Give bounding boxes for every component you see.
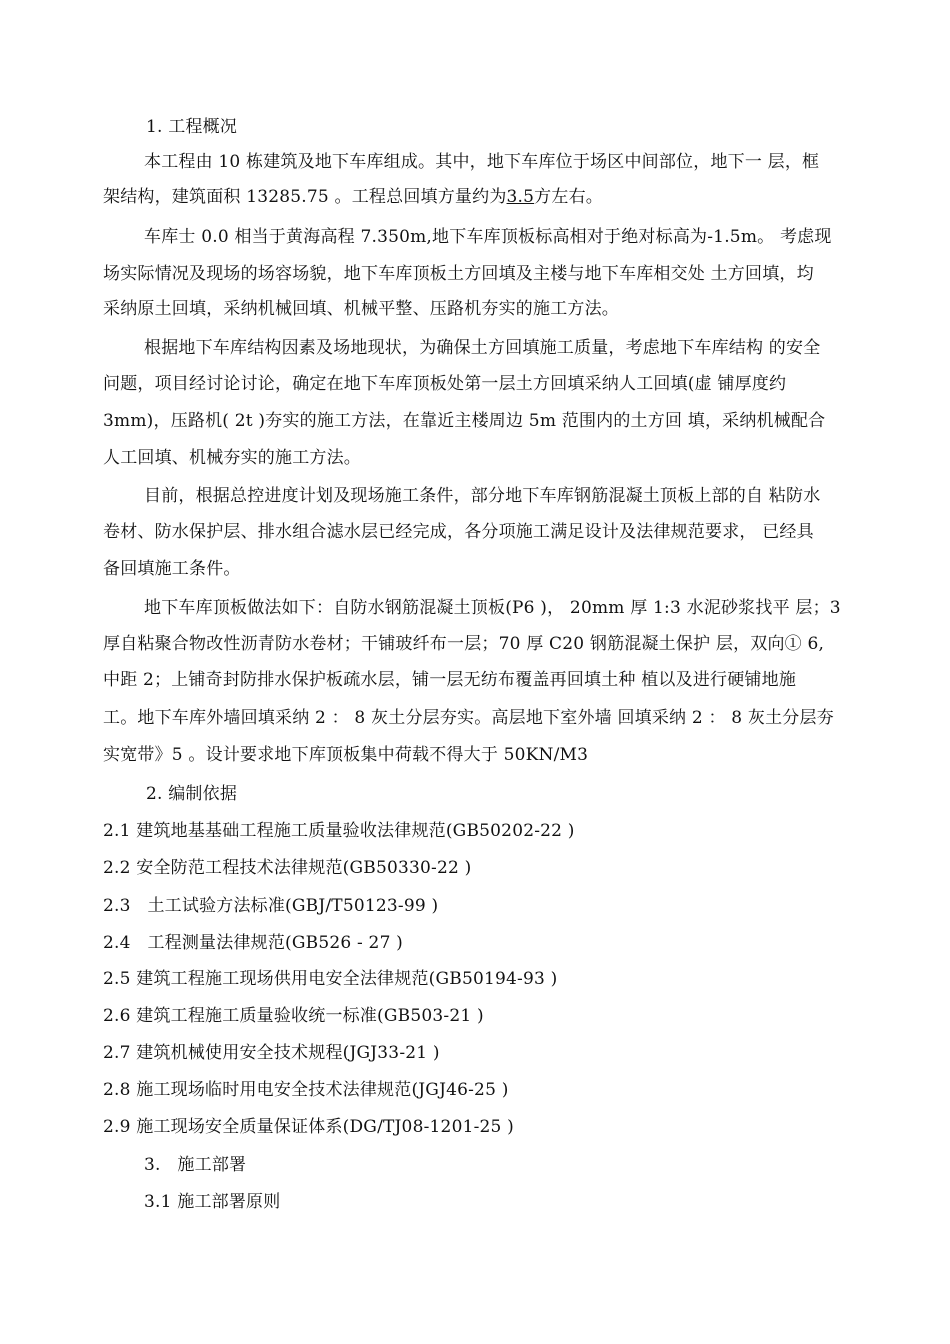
paragraph-2-line-2: 场实际情况及现场的场容场貌，地下车库顶板土方回填及主楼与地下车库相交处 土方回填，均 xyxy=(103,264,814,284)
reference-item: 2.9 施工现场安全质量保证体系(DG/TJ08-1201-25 ) xyxy=(103,1117,515,1137)
paragraph-3-line-1: 根据地下车库结构因素及场地现状，为确保土方回填施工质量，考虑地下车库结构 的安全 xyxy=(144,338,821,358)
section-1-heading: 1. 工程概况 xyxy=(146,117,238,137)
paragraph-2-line-1: 车库士 0.0 相当于黄海高程 7.350m,地下车库顶板标高相对于绝对标高为-1.5m。 考虑现 xyxy=(144,227,832,247)
paragraph-4-line-2: 卷材、防水保护层、排水组合滤水层已经完成，各分项施工满足设计及法律规范要求， 已经具 xyxy=(103,522,814,542)
paragraph-4-line-3: 备回填施工条件。 xyxy=(103,559,241,579)
paragraph-1-line-2a: 架结构，建筑面积 13285.75 。工程总回填方量约为 xyxy=(103,187,507,207)
reference-item: 2.6 建筑工程施工质量验收统一标准(GB503-21 ) xyxy=(103,1006,484,1026)
paragraph-5-line-3: 中距 2；上铺奇封防排水保护板疏水层，铺一层无纺布覆盖再回填土种 植以及进行硬铺地施 xyxy=(103,670,797,690)
paragraph-5-line-1: 地下车库顶板做法如下：自防水钢筋混凝土顶板(P6 )， 20mm 厚 1:3 水泥砂浆找平 层；3 xyxy=(144,598,841,618)
paragraph-1-line-2b: 方左右。 xyxy=(534,187,603,207)
paragraph-1-line-1: 本工程由 10 栋建筑及地下车库组成。其中，地下车库位于场区中间部位，地下一 层，框 xyxy=(144,152,820,172)
reference-item: 2.2 安全防范工程技术法律规范(GB50330-22 ) xyxy=(103,858,472,878)
reference-item: 2.5 建筑工程施工现场供用电安全法律规范(GB50194-93 ) xyxy=(103,969,558,989)
section-3-heading: 3. 施工部署 xyxy=(144,1155,247,1175)
reference-item: 2.8 施工现场临时用电安全技术法律规范(JGJ46-25 ) xyxy=(103,1080,509,1100)
section-3-1-heading: 3.1 施工部署原则 xyxy=(144,1192,281,1212)
reference-item: 2.7 建筑机械使用安全技术规程(JGJ33-21 ) xyxy=(103,1043,440,1063)
paragraph-3-line-3: 3mm)，压路机( 2t )夯实的施工方法，在靠近主楼周边 5m 范围内的土方回 填，采纳机械配合 xyxy=(103,411,826,431)
section-2-heading: 2. 编制依据 xyxy=(146,784,238,804)
paragraph-3-line-4: 人工回填、机械夯实的施工方法。 xyxy=(103,448,361,468)
reference-item: 2.3 土工试验方法标准(GBJ/T50123-99 ) xyxy=(103,896,439,916)
paragraph-5-line-5: 实宽带》5 。设计要求地下库顶板集中荷载不得大于 50KN/M3 xyxy=(103,745,589,765)
paragraph-3-line-2: 问题，项目经讨论讨论，确定在地下车库顶板处第一层土方回填采纳人工回填(虚 铺厚度约 xyxy=(103,374,787,394)
paragraph-5-line-4: 工。地下车库外墙回填采纳 2 ： 8 灰土分层夯实。高层地下室外墙 回填采纳 2 ： 8 灰土分层夯 xyxy=(103,708,834,728)
paragraph-4-line-1: 目前，根据总控进度计划及现场施工条件，部分地下车库钢筋混凝土顶板上部的自 粘防水 xyxy=(144,486,821,506)
reference-item: 2.4 工程测量法律规范(GB526 - 27 ) xyxy=(103,933,404,953)
paragraph-1-line-2 xyxy=(103,185,603,209)
fill-volume-value: 3.5 xyxy=(506,187,535,207)
paragraph-5-line-2: 厚自粘聚合物改性沥青防水卷材；干铺玻纤布一层；70 厚 C20 钢筋混凝土保护 层，双向① 6, xyxy=(103,634,825,654)
reference-item: 2.1 建筑地基基础工程施工质量验收法律规范(GB50202-22 ) xyxy=(103,821,575,841)
paragraph-2-line-3: 采纳原土回填，采纳机械回填、机械平整、压路机夯实的施工方法。 xyxy=(103,299,619,319)
